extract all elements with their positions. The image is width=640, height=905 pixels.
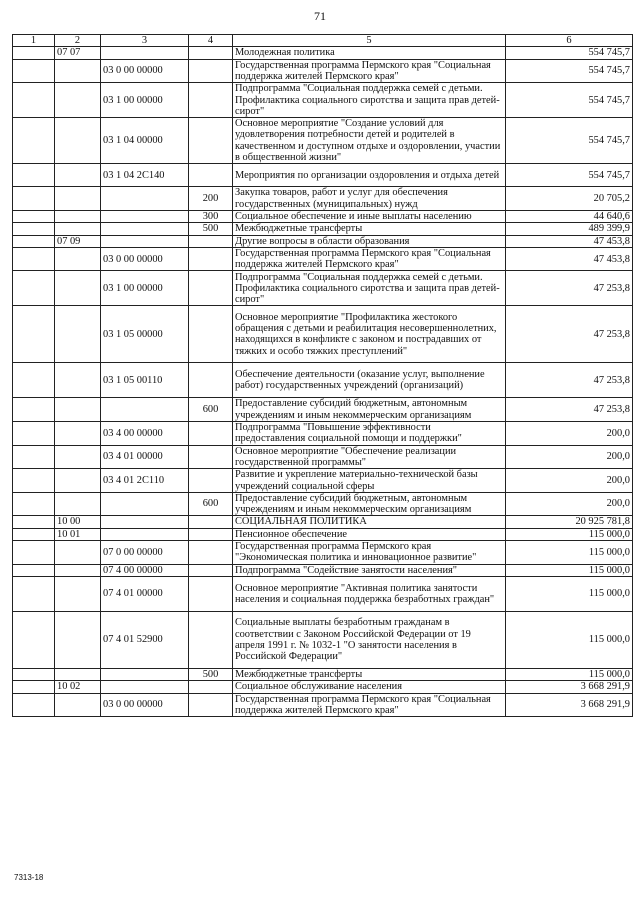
row-col-1 <box>13 187 55 211</box>
row-expense-type <box>189 363 233 398</box>
row-amount: 200,0 <box>506 469 633 493</box>
row-col-1 <box>13 541 55 565</box>
row-col-1 <box>13 681 55 693</box>
row-amount: 554 745,7 <box>506 118 633 164</box>
row-amount: 489 399,9 <box>506 223 633 235</box>
row-section-code <box>55 247 101 271</box>
row-section-code <box>55 118 101 164</box>
table-row <box>13 247 633 271</box>
row-expense-type <box>189 564 233 576</box>
row-col-1 <box>13 247 55 271</box>
row-section-code <box>55 187 101 211</box>
row-target-code: 03 1 00 00000 <box>101 83 189 118</box>
table-row <box>13 541 633 565</box>
page-number: 71 <box>314 9 326 23</box>
row-col-1 <box>13 210 55 222</box>
table-row <box>13 576 633 611</box>
row-amount: 44 640,6 <box>506 210 633 222</box>
table-row <box>13 422 633 446</box>
row-target-code <box>101 47 189 59</box>
row-section-code: 10 00 <box>55 516 101 528</box>
row-col-1 <box>13 492 55 516</box>
row-amount: 554 745,7 <box>506 164 633 187</box>
row-expense-type <box>189 47 233 59</box>
row-col-1 <box>13 271 55 306</box>
row-section-code: 07 09 <box>55 235 101 247</box>
table-row <box>13 611 633 668</box>
row-amount: 115 000,0 <box>506 611 633 668</box>
row-expense-type <box>189 681 233 693</box>
row-name: СОЦИАЛЬНАЯ ПОЛИТИКА <box>233 516 506 528</box>
table-body <box>13 47 633 717</box>
row-expense-type <box>189 541 233 565</box>
row-name: Развитие и укрепление материально-технической базы учреждений социальной сферы <box>233 469 506 493</box>
row-expense-type <box>189 445 233 469</box>
row-name: Подпрограмма "Повышение эффективности предоставления социальной помощи и поддержки" <box>233 422 506 446</box>
row-section-code <box>55 363 101 398</box>
row-col-1 <box>13 398 55 422</box>
row-name: Социальное обслуживание населения <box>233 681 506 693</box>
table-header <box>13 35 633 47</box>
row-target-code: 07 4 00 00000 <box>101 564 189 576</box>
row-name: Предоставление субсидий бюджетным, автономным учреждениям и иным некоммерческим организациям <box>233 398 506 422</box>
row-col-1 <box>13 363 55 398</box>
header-col-2: 2 <box>55 35 101 47</box>
row-expense-type <box>189 469 233 493</box>
row-name: Предоставление субсидий бюджетным, автономным учреждениям и иным некоммерческим организациям <box>233 492 506 516</box>
row-expense-type <box>189 611 233 668</box>
row-section-code <box>55 611 101 668</box>
row-target-code: 03 0 00 00000 <box>101 59 189 83</box>
row-expense-type <box>189 235 233 247</box>
row-section-code: 10 02 <box>55 681 101 693</box>
row-target-code <box>101 668 189 680</box>
row-target-code: 07 4 01 00000 <box>101 576 189 611</box>
row-section-code <box>55 59 101 83</box>
row-expense-type <box>189 693 233 717</box>
row-amount: 200,0 <box>506 422 633 446</box>
row-col-1 <box>13 164 55 187</box>
header-col-3: 3 <box>101 35 189 47</box>
row-section-code <box>55 469 101 493</box>
row-name: Социальные выплаты безработным гражданам в соответствии с Законом Российской Федерации от 19 апреля 1991 г. № 1032-1 "О занятости населения в Российской Федерации" <box>233 611 506 668</box>
row-target-code: 03 1 00 00000 <box>101 271 189 306</box>
row-expense-type <box>189 118 233 164</box>
row-expense-type <box>189 59 233 83</box>
row-name: Социальное обеспечение и иные выплаты населению <box>233 210 506 222</box>
row-target-code: 07 0 00 00000 <box>101 541 189 565</box>
row-col-1 <box>13 83 55 118</box>
row-amount: 3 668 291,9 <box>506 681 633 693</box>
row-col-1 <box>13 422 55 446</box>
row-section-code: 10 01 <box>55 528 101 540</box>
row-expense-type: 200 <box>189 187 233 211</box>
row-target-code: 03 1 05 00110 <box>101 363 189 398</box>
table-row <box>13 469 633 493</box>
row-section-code <box>55 398 101 422</box>
row-section-code <box>55 564 101 576</box>
table-row <box>13 59 633 83</box>
row-amount: 47 253,8 <box>506 306 633 363</box>
table-row <box>13 693 633 717</box>
row-amount: 554 745,7 <box>506 59 633 83</box>
row-section-code <box>55 445 101 469</box>
row-amount: 200,0 <box>506 445 633 469</box>
row-name: Государственная программа Пермского края "Социальная поддержка жителей Пермского края" <box>233 59 506 83</box>
row-target-code <box>101 210 189 222</box>
row-amount: 200,0 <box>506 492 633 516</box>
row-expense-type <box>189 164 233 187</box>
row-amount: 3 668 291,9 <box>506 693 633 717</box>
row-target-code: 03 4 01 2С110 <box>101 469 189 493</box>
row-expense-type: 600 <box>189 398 233 422</box>
row-col-1 <box>13 223 55 235</box>
row-target-code: 03 1 04 2С140 <box>101 164 189 187</box>
row-target-code: 07 4 01 52900 <box>101 611 189 668</box>
row-name: Молодежная политика <box>233 47 506 59</box>
row-section-code <box>55 422 101 446</box>
table-row <box>13 516 633 528</box>
row-amount: 20 705,2 <box>506 187 633 211</box>
table-row <box>13 118 633 164</box>
header-col-1: 1 <box>13 35 55 47</box>
budget-table <box>12 34 633 717</box>
row-section-code <box>55 164 101 187</box>
row-expense-type: 300 <box>189 210 233 222</box>
row-name: Обеспечение деятельности (оказание услуг, выполнение работ) государственных учреждений (организаций) <box>233 363 506 398</box>
row-name: Основное мероприятие "Обеспечение реализации государственной программы" <box>233 445 506 469</box>
row-target-code <box>101 235 189 247</box>
row-target-code <box>101 492 189 516</box>
row-amount: 554 745,7 <box>506 83 633 118</box>
row-name: Подпрограмма "Содействие занятости населения" <box>233 564 506 576</box>
row-expense-type <box>189 528 233 540</box>
row-name: Другие вопросы в области образования <box>233 235 506 247</box>
table-row <box>13 528 633 540</box>
table-row <box>13 223 633 235</box>
row-amount: 47 253,8 <box>506 363 633 398</box>
row-amount: 47 453,8 <box>506 235 633 247</box>
row-expense-type: 500 <box>189 223 233 235</box>
row-col-1 <box>13 528 55 540</box>
row-amount: 115 000,0 <box>506 528 633 540</box>
table-row <box>13 47 633 59</box>
row-name: Межбюджетные трансферты <box>233 223 506 235</box>
row-name: Мероприятия по организации оздоровления и отдыха детей <box>233 164 506 187</box>
row-expense-type <box>189 516 233 528</box>
row-amount: 115 000,0 <box>506 564 633 576</box>
row-amount: 47 253,8 <box>506 271 633 306</box>
row-amount: 554 745,7 <box>506 47 633 59</box>
row-expense-type <box>189 306 233 363</box>
row-target-code <box>101 398 189 422</box>
header-col-5: 5 <box>233 35 506 47</box>
table-row <box>13 187 633 211</box>
row-col-1 <box>13 118 55 164</box>
table-row <box>13 398 633 422</box>
header-col-4: 4 <box>189 35 233 47</box>
row-name: Государственная программа Пермского края "Социальная поддержка жителей Пермского края" <box>233 247 506 271</box>
row-name: Государственная программа Пермского края "Социальная поддержка жителей Пермского края" <box>233 693 506 717</box>
row-col-1 <box>13 59 55 83</box>
row-section-code <box>55 271 101 306</box>
table-row <box>13 210 633 222</box>
table-row <box>13 668 633 680</box>
row-section-code: 07 07 <box>55 47 101 59</box>
row-amount: 115 000,0 <box>506 668 633 680</box>
row-target-code: 03 1 05 00000 <box>101 306 189 363</box>
row-section-code <box>55 541 101 565</box>
row-target-code <box>101 223 189 235</box>
table-row <box>13 445 633 469</box>
row-target-code <box>101 187 189 211</box>
row-expense-type <box>189 422 233 446</box>
table-row <box>13 235 633 247</box>
row-name: Подпрограмма "Социальная поддержка семей с детьми. Профилактика социального сиротства и защита прав детей-сирот" <box>233 83 506 118</box>
row-target-code: 03 0 00 00000 <box>101 693 189 717</box>
row-amount: 115 000,0 <box>506 576 633 611</box>
row-target-code: 03 4 00 00000 <box>101 422 189 446</box>
row-section-code <box>55 693 101 717</box>
row-section-code <box>55 210 101 222</box>
row-name: Закупка товаров, работ и услуг для обеспечения государственных (муниципальных) нужд <box>233 187 506 211</box>
table-row <box>13 306 633 363</box>
row-amount: 20 925 781,8 <box>506 516 633 528</box>
row-col-1 <box>13 693 55 717</box>
row-col-1 <box>13 306 55 363</box>
row-section-code <box>55 223 101 235</box>
row-col-1 <box>13 235 55 247</box>
row-col-1 <box>13 611 55 668</box>
row-name: Подпрограмма "Социальная поддержка семей с детьми. Профилактика социального сиротства и защита прав детей-сирот" <box>233 271 506 306</box>
row-section-code <box>55 576 101 611</box>
row-target-code <box>101 516 189 528</box>
table-row <box>13 164 633 187</box>
row-target-code <box>101 681 189 693</box>
row-col-1 <box>13 564 55 576</box>
row-section-code <box>55 83 101 118</box>
row-section-code <box>55 306 101 363</box>
row-col-1 <box>13 668 55 680</box>
table-row <box>13 681 633 693</box>
table-row <box>13 271 633 306</box>
row-amount: 115 000,0 <box>506 541 633 565</box>
row-target-code: 03 4 01 00000 <box>101 445 189 469</box>
row-col-1 <box>13 516 55 528</box>
row-target-code <box>101 528 189 540</box>
row-target-code: 03 0 00 00000 <box>101 247 189 271</box>
row-name: Пенсионное обеспечение <box>233 528 506 540</box>
row-expense-type <box>189 247 233 271</box>
table-row <box>13 492 633 516</box>
row-expense-type <box>189 83 233 118</box>
row-name: Межбюджетные трансферты <box>233 668 506 680</box>
row-name: Основное мероприятие "Профилактика жестокого обращения с детьми и реабилитация несовершеннолетних, находящихся в конфликте с законом и пострадавших от тяжких и особо тяжких преступлений" <box>233 306 506 363</box>
footer-code: 7313-18 <box>14 873 44 882</box>
row-amount: 47 453,8 <box>506 247 633 271</box>
row-section-code <box>55 668 101 680</box>
row-name: Основное мероприятие "Создание условий для удовлетворения потребности детей и родителей в качественном и доступном отдыхе и оздоровлении, участии в общественной жизни" <box>233 118 506 164</box>
row-expense-type <box>189 271 233 306</box>
row-name: Государственная программа Пермского края "Экономическая политика и инновационное развитие" <box>233 541 506 565</box>
row-amount: 47 253,8 <box>506 398 633 422</box>
table-row <box>13 83 633 118</box>
row-expense-type: 500 <box>189 668 233 680</box>
table-row <box>13 564 633 576</box>
table-row <box>13 363 633 398</box>
row-col-1 <box>13 47 55 59</box>
row-col-1 <box>13 469 55 493</box>
row-section-code <box>55 492 101 516</box>
row-name: Основное мероприятие "Активная политика занятости населения и социальная поддержка безработных граждан" <box>233 576 506 611</box>
row-col-1 <box>13 445 55 469</box>
row-expense-type <box>189 576 233 611</box>
row-expense-type: 600 <box>189 492 233 516</box>
row-target-code: 03 1 04 00000 <box>101 118 189 164</box>
header-col-6: 6 <box>506 35 633 47</box>
row-col-1 <box>13 576 55 611</box>
